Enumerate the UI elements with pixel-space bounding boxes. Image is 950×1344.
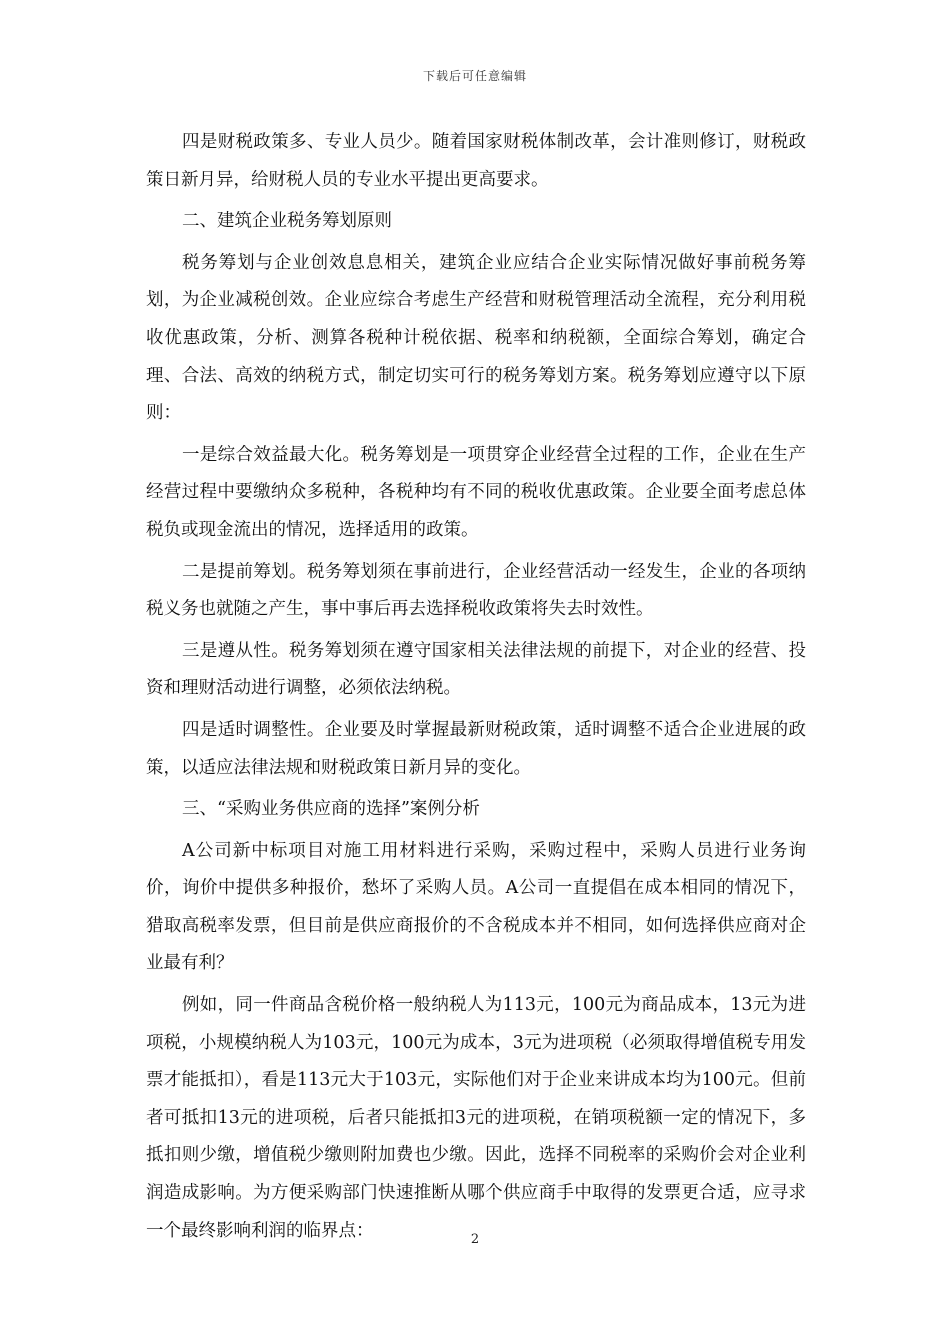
document-body (146, 124, 806, 1254)
paragraph: A公司新中标项目对施工用材料进行采购，采购过程中，采购人员进行业务询价，询价中提供多种报价，愁坏了采购人员。A公司一直提倡在成本相同的情况下，猎取高税率发票，但目前是供应商报价的不含税成本并不相同，如何选择供应商对企业最有利？ (146, 840, 806, 974)
paragraph: 二是提前筹划。税务筹划须在事前进行，企业经营活动一经发生，企业的各项纳税义务也就随之产生，事中事后再去选择税收政策将失去时效性。 (146, 561, 806, 620)
page-number: 2 (470, 1232, 480, 1247)
paragraph: 四是适时调整性。企业要及时掌握最新财税政策，适时调整不适合企业进展的政策，以适应法律法规和财税政策日新月异的变化。 (146, 719, 806, 778)
paragraph: 三是遵从性。税务筹划须在遵守国家相关法律法规的前提下，对企业的经营、投资和理财活动进行调整，必须依法纳税。 (146, 640, 806, 699)
section-heading: 二、建筑企业税务筹划原则 (182, 211, 392, 232)
page-header: 下载后可任意编辑 (422, 69, 527, 83)
section-heading: 三、“采购业务供应商的选择”案例分析 (182, 799, 480, 820)
paragraph: 例如，同一件商品含税价格一般纳税人为113元，100元为商品成本，13元为进项税，小规模纳税人为103元，100元为成本，3元为进项税（必须取得增值税专用发票才能抵扣），看是113元大于103元，实际他们对于企业来讲成本均为100元。但前者可抵扣13元的进项税，后者只能抵扣3元的进项税，在销项税额一定的情况下，多抵扣则少缴，增值税少缴则附加费也少缴。因此，选择不同税率的采购价会对企业利润造成影响。为方便采购部门快速推断从哪个供应商手中取得的发票更合适，应寻求一个最终影响利润的临界点： (146, 995, 806, 1241)
paragraph: 四是财税政策多、专业人员少。随着国家财税体制改革，会计准则修订，财税政策日新月异，给财税人员的专业水平提出更高要求。 (146, 132, 806, 190)
paragraph: 一是综合效益最大化。税务筹划是一项贯穿企业经营全过程的工作，企业在生产经营过程中要缴纳众多税种，各税种均有不同的税收优惠政策。企业要全面考虑总体税负或现金流出的情况，选择适用的政策。 (146, 444, 806, 540)
paragraph: 税务筹划与企业创效息息相关，建筑企业应结合企业实际情况做好事前税务筹划，为企业减税创效。企业应综合考虑生产经营和财税管理活动全流程，充分利用税收优惠政策，分析、测算各税种计税依据、税率和纳税额，全面综合筹划，确定合理、合法、高效的纳税方式，制定切实可行的税务筹划方案。税务筹划应遵守以下原则： (146, 252, 806, 424)
